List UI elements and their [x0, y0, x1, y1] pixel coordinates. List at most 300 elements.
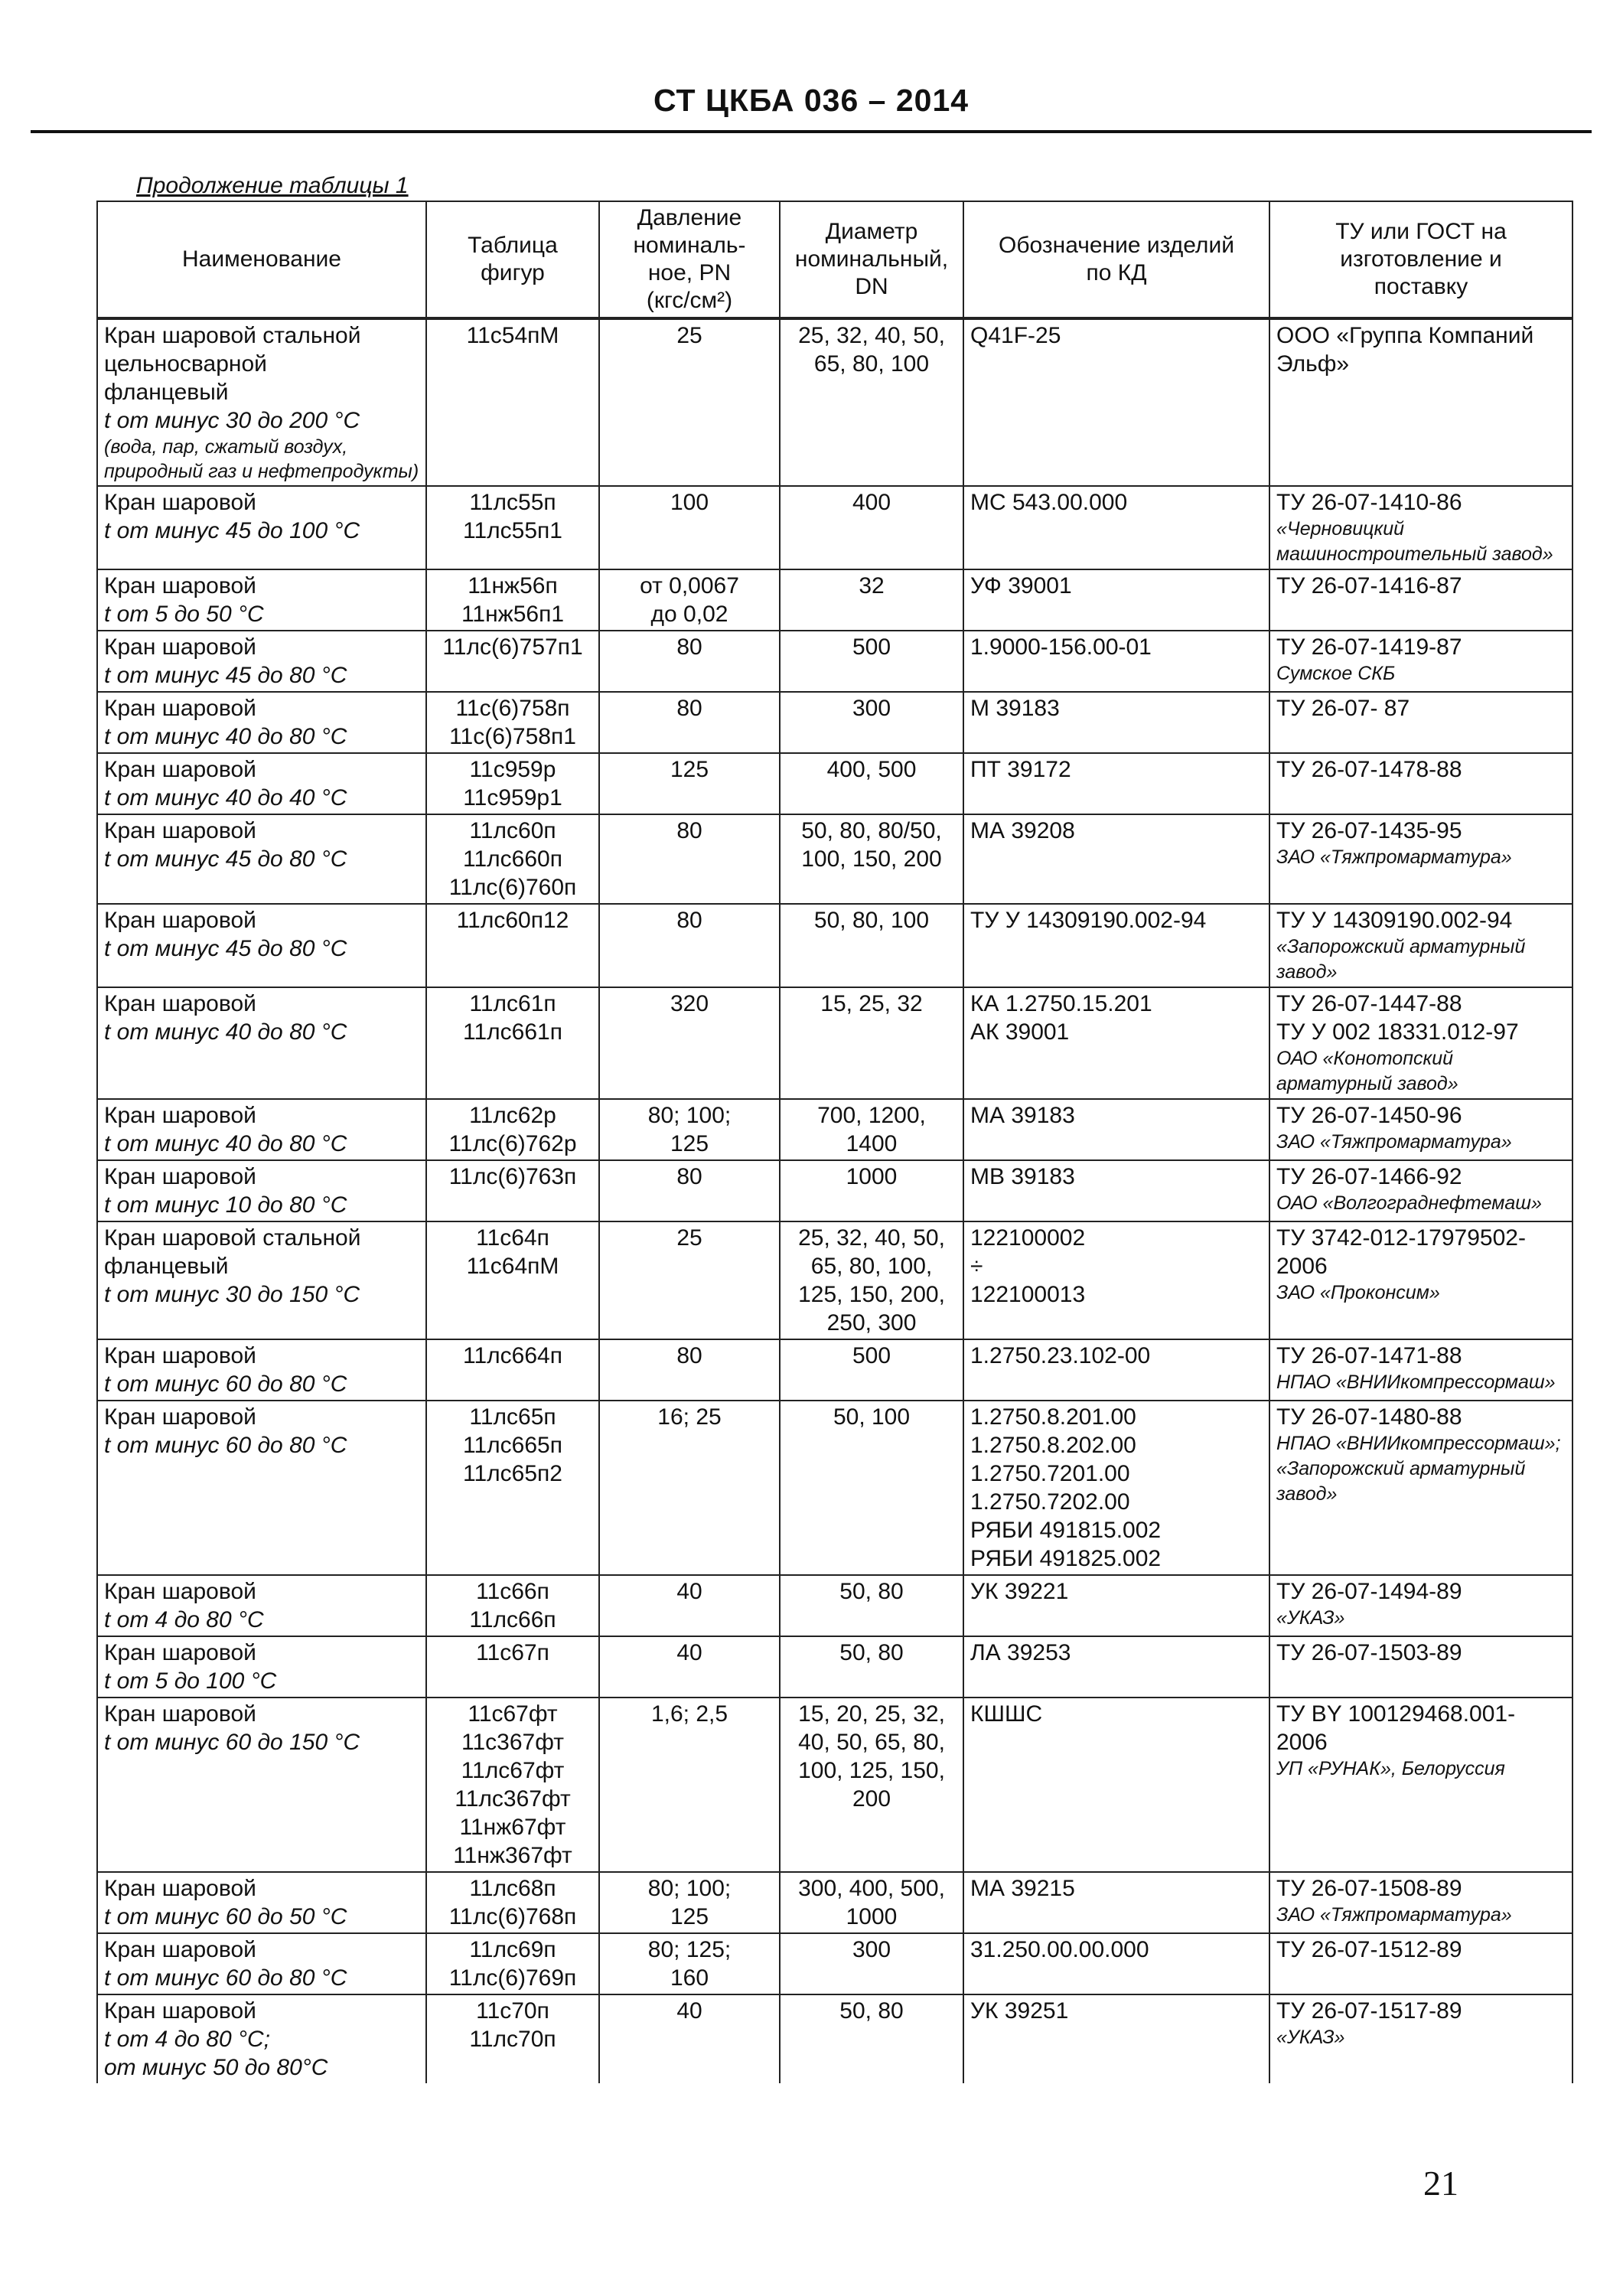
- cell-line: 11нж67фт: [459, 1815, 566, 1840]
- cell-tu: [1269, 904, 1572, 987]
- cell-line: 16; 25: [657, 1404, 722, 1430]
- table-row: [97, 569, 1572, 631]
- cell-line: ТУ или ГОСТ на: [1335, 219, 1507, 244]
- cell-line: t от минус 40 до 80 °С: [104, 724, 347, 749]
- cell-line: 320: [670, 991, 709, 1016]
- cell-pn: [599, 486, 780, 569]
- cell-tu: [1269, 1575, 1572, 1636]
- cell-figures: [426, 1160, 599, 1221]
- cell-line: t от минус 60 до 80 °С: [104, 1371, 347, 1397]
- cell-line: Наименование: [182, 246, 341, 272]
- cell-line: t от минус 60 до 150 °С: [104, 1730, 360, 1755]
- cell-dn: [780, 1099, 963, 1160]
- cell-name: [97, 1933, 426, 1994]
- cell-line: 11лс(6)760п: [448, 875, 577, 900]
- cell-line: 1.2750.23.102-00: [970, 1343, 1151, 1368]
- cell-line: ТУ 26-07-1480-88: [1276, 1404, 1462, 1430]
- cell-line: Кран шаровой: [104, 696, 256, 721]
- cell-line: 200: [852, 1786, 891, 1812]
- cell-tu: [1269, 1698, 1572, 1872]
- cell-line: КА 1.2750.15.201: [970, 991, 1152, 1016]
- cell-figures: [426, 1994, 599, 2083]
- cell-line: Кран шаровой: [104, 1579, 256, 1604]
- cell-line: М 39183: [970, 696, 1060, 721]
- cell-line: 100, 125, 150,: [798, 1758, 945, 1783]
- table-row: [97, 1872, 1572, 1933]
- cell-kd: [963, 987, 1269, 1099]
- header-name: [97, 201, 426, 318]
- cell-line: ТУ BY 100129468.001-: [1276, 1701, 1516, 1727]
- table-row: [97, 1994, 1572, 2083]
- cell-line: ТУ 3742-012-17979502-: [1276, 1225, 1526, 1251]
- table-row: [97, 1933, 1572, 1994]
- cell-line: 80: [676, 1343, 702, 1368]
- cell-line: Кран шаровой: [104, 1103, 256, 1128]
- cell-line: 80: [676, 696, 702, 721]
- cell-line: РЯБИ 491815.002: [970, 1518, 1162, 1543]
- cell-line: 300, 400, 500,: [798, 1876, 945, 1901]
- cell-tu: [1269, 1221, 1572, 1339]
- cell-line: КШШС: [970, 1701, 1043, 1727]
- table-row: [97, 692, 1572, 753]
- cell-dn: [780, 1160, 963, 1221]
- cell-line: ТУ 26-07-1410-86: [1276, 490, 1462, 515]
- cell-kd: [963, 1221, 1269, 1339]
- cell-line: (кгс/см²): [646, 288, 733, 313]
- cell-line: изготовление и: [1340, 246, 1502, 272]
- cell-line: Обозначение изделий: [999, 233, 1234, 258]
- cell-line: 80: [676, 908, 702, 933]
- cell-line: Кран шаровой: [104, 490, 256, 515]
- cell-line: 11лс68п: [469, 1876, 556, 1901]
- cell-line: 11лс665п: [463, 1433, 562, 1458]
- cell-name: [97, 1339, 426, 1401]
- cell-tu: [1269, 987, 1572, 1099]
- cell-line: 11с64пМ: [466, 1254, 559, 1279]
- cell-line: 11лс62р: [469, 1103, 556, 1128]
- cell-dn: [780, 753, 963, 814]
- cell-line: 80; 100;: [647, 1876, 732, 1901]
- cell-line: 25, 32, 40, 50,: [798, 1225, 945, 1251]
- cell-figures: [426, 692, 599, 753]
- cell-line: 80: [676, 1164, 702, 1189]
- cell-line: 1.9000-156.00-01: [970, 634, 1152, 660]
- cell-line: 50, 80: [839, 1640, 904, 1665]
- table-row: [97, 987, 1572, 1099]
- table-row: [97, 631, 1572, 692]
- cell-line: 40: [676, 1998, 702, 2024]
- cell-name: [97, 1160, 426, 1221]
- cell-line: Таблица: [468, 233, 558, 258]
- cell-line: 11лс70п: [469, 2027, 556, 2052]
- cell-kd: [963, 814, 1269, 904]
- cell-line: 31.250.00.00.000: [970, 1937, 1149, 1962]
- cell-dn: [780, 987, 963, 1099]
- cell-line: Кран шаровой: [104, 1876, 256, 1901]
- cell-line: Кран шаровой стальной: [104, 1225, 361, 1251]
- cell-line: 11с959р1: [463, 785, 562, 810]
- cell-line: 125: [670, 757, 709, 782]
- cell-line: ТУ У 002 18331.012-97: [1276, 1019, 1519, 1045]
- cell-name: [97, 1221, 426, 1339]
- cell-line: МА 39208: [970, 818, 1075, 843]
- cell-line: Кран шаровой стальной: [104, 323, 361, 348]
- cell-figures: [426, 631, 599, 692]
- cell-line: t от минус 45 до 80 °С: [104, 936, 347, 961]
- cell-line: 100, 150, 200: [801, 846, 942, 872]
- cell-name: [97, 987, 426, 1099]
- cell-kd: [963, 1099, 1269, 1160]
- cell-pn: [599, 1872, 780, 1933]
- cell-line: 1.2750.7201.00: [970, 1461, 1130, 1486]
- table-row: [97, 753, 1572, 814]
- cell-dn: [780, 569, 963, 631]
- cell-dn: [780, 1994, 963, 2083]
- cell-kd: [963, 1401, 1269, 1575]
- cell-line: 11с959р: [469, 757, 556, 782]
- cell-line: 11лс(6)768п: [448, 1904, 577, 1929]
- cell-line: 80: [676, 818, 702, 843]
- cell-tu: [1269, 1636, 1572, 1698]
- cell-pn: [599, 814, 780, 904]
- header-kd: [963, 201, 1269, 318]
- cell-kd: [963, 1636, 1269, 1698]
- cell-tu: [1269, 569, 1572, 631]
- cell-name: [97, 1401, 426, 1575]
- cell-name: [97, 814, 426, 904]
- cell-kd: [963, 1339, 1269, 1401]
- cell-name: [97, 1575, 426, 1636]
- cell-pn: [599, 1994, 780, 2083]
- cell-line: t от минус 60 до 80 °С: [104, 1965, 347, 1991]
- cell-line: Кран шаровой: [104, 908, 256, 933]
- table-row: [97, 1636, 1572, 1698]
- cell-line: 11с(6)758п1: [449, 724, 576, 749]
- cell-tu: [1269, 486, 1572, 569]
- cell-pn: [599, 1401, 780, 1575]
- cell-line: 500: [852, 634, 891, 660]
- cell-dn: [780, 1339, 963, 1401]
- manufacturer-note: НПАО «ВНИИкомпрессормаш»; «Запорожский арматурный завод»: [1276, 1433, 1561, 1505]
- cell-line: УФ 39001: [970, 573, 1072, 598]
- table-body: [97, 318, 1572, 2083]
- cell-line: 65, 80, 100,: [810, 1254, 933, 1279]
- cell-tu: [1269, 814, 1572, 904]
- cell-line: ООО «Группа Компаний: [1276, 323, 1534, 348]
- cell-line: номиналь-: [633, 233, 746, 258]
- cell-figures: [426, 904, 599, 987]
- manufacturer-note: ЗАО «Проконсим»: [1276, 1282, 1440, 1303]
- cell-line: 32: [859, 573, 885, 598]
- cell-line: 500: [852, 1343, 891, 1368]
- cell-line: Кран шаровой: [104, 1701, 256, 1727]
- header-figures: [426, 201, 599, 318]
- cell-line: 300: [852, 696, 891, 721]
- cell-line: 80: [676, 634, 702, 660]
- header-pn: [599, 201, 780, 318]
- cell-line: 11лс66п: [469, 1607, 556, 1632]
- cell-name: [97, 318, 426, 486]
- cell-figures: [426, 569, 599, 631]
- cell-dn: [780, 631, 963, 692]
- cell-line: 50, 100: [833, 1404, 911, 1430]
- cell-line: 11лс55п: [469, 490, 556, 515]
- cell-line: 1000: [846, 1904, 898, 1929]
- cell-pn: [599, 987, 780, 1099]
- document-header: СТ ЦКБА 036 – 2014: [653, 83, 970, 118]
- cell-kd: [963, 904, 1269, 987]
- cell-line: ное, PN: [647, 260, 732, 285]
- cell-line: 50, 80, 100: [813, 908, 930, 933]
- cell-line: ПТ 39172: [970, 757, 1071, 782]
- cell-line: 25: [676, 323, 702, 348]
- cell-line: 300: [852, 1937, 891, 1962]
- cell-line: ТУ 26-07- 87: [1276, 696, 1410, 721]
- cell-name: [97, 692, 426, 753]
- cell-line: t от минус 45 до 100 °С: [104, 518, 360, 543]
- cell-figures: [426, 1575, 599, 1636]
- cell-line: 25, 32, 40, 50,: [798, 323, 945, 348]
- cell-line: фланцевый: [104, 380, 229, 405]
- cell-line: 11с67фт: [468, 1701, 558, 1727]
- manufacturer-note: ОАО «Волгограднефтемаш»: [1276, 1192, 1542, 1214]
- cell-tu: [1269, 631, 1572, 692]
- cell-line: 11лс67фт: [461, 1758, 565, 1783]
- table-row: [97, 904, 1572, 987]
- table-row: [97, 486, 1572, 569]
- valves-table: [96, 201, 1573, 2083]
- cell-line: ТУ 26-07-1435-95: [1276, 818, 1462, 843]
- cell-line: 11лс65п2: [463, 1461, 562, 1486]
- cell-line: 11нж56п: [468, 573, 558, 598]
- cell-line: Кран шаровой: [104, 757, 256, 782]
- cell-line: 11нж56п1: [461, 602, 565, 627]
- cell-figures: [426, 1401, 599, 1575]
- cell-line: 11с367фт: [461, 1730, 564, 1755]
- cell-line: 11с67п: [476, 1640, 549, 1665]
- cell-pn: [599, 692, 780, 753]
- cell-line: по КД: [1086, 260, 1147, 285]
- cell-line: 11лс664п: [463, 1343, 562, 1368]
- cell-dn: [780, 1575, 963, 1636]
- cell-figures: [426, 1933, 599, 1994]
- cell-pn: [599, 1339, 780, 1401]
- cell-kd: [963, 692, 1269, 753]
- cell-line: Давление: [637, 205, 742, 230]
- cell-line: 50, 80: [839, 1998, 904, 2024]
- cell-dn: [780, 1221, 963, 1339]
- cell-line: 2006: [1276, 1254, 1328, 1279]
- cell-kd: [963, 486, 1269, 569]
- cell-line: 400, 500: [826, 757, 917, 782]
- cell-line: 160: [670, 1965, 709, 1991]
- cell-tu: [1269, 1339, 1572, 1401]
- cell-figures: [426, 1099, 599, 1160]
- cell-tu: [1269, 1872, 1572, 1933]
- cell-line: t от минус 30 до 200 °С: [104, 408, 360, 433]
- cell-line: Кран шаровой: [104, 1998, 256, 2024]
- cell-line: ТУ У 14309190.002-94: [970, 908, 1207, 933]
- cell-line: до 0,02: [650, 602, 728, 627]
- cell-name: [97, 1099, 426, 1160]
- cell-line: 2006: [1276, 1730, 1328, 1755]
- cell-kd: [963, 1160, 1269, 1221]
- cell-pn: [599, 1698, 780, 1872]
- cell-line: 11лс65п: [469, 1404, 556, 1430]
- cell-line: ЛА 39253: [970, 1640, 1071, 1665]
- cell-line: 25: [676, 1225, 702, 1251]
- cell-line: 11с70п: [476, 1998, 549, 2024]
- cell-line: Кран шаровой: [104, 818, 256, 843]
- cell-line: t от 4 до 80 °С;: [104, 2027, 271, 2052]
- cell-line: 11лс(6)762р: [448, 1131, 577, 1156]
- cell-line: 1.2750.8.201.00: [970, 1404, 1136, 1430]
- cell-name: [97, 1698, 426, 1872]
- cell-line: Кран шаровой: [104, 634, 256, 660]
- cell-tu: [1269, 1933, 1572, 1994]
- table-row: [97, 1698, 1572, 1872]
- cell-pn: [599, 753, 780, 814]
- cell-line: 40, 50, 65, 80,: [798, 1730, 945, 1755]
- cell-pn: [599, 904, 780, 987]
- cell-line: 11с(6)758п: [455, 696, 570, 721]
- cell-line: 15, 25, 32: [820, 991, 923, 1016]
- cell-tu: [1269, 1160, 1572, 1221]
- manufacturer-note: ЗАО «Тяжпромарматура»: [1276, 846, 1512, 868]
- cell-line: ТУ 26-07-1466-92: [1276, 1164, 1462, 1189]
- table-continuation-label: Продолжение таблицы 1: [136, 173, 409, 198]
- header-dn: [780, 201, 963, 318]
- cell-name: [97, 904, 426, 987]
- table-row: [97, 814, 1572, 904]
- cell-dn: [780, 1698, 963, 1872]
- cell-pn: [599, 318, 780, 486]
- cell-tu: [1269, 1401, 1572, 1575]
- cell-kd: [963, 1933, 1269, 1994]
- cell-line: 11с66п: [476, 1579, 549, 1604]
- cell-line: DN: [855, 274, 888, 299]
- cell-line: 50, 80: [839, 1579, 904, 1604]
- cell-line: 11лс69п: [469, 1937, 556, 1962]
- cell-line: ТУ 26-07-1416-87: [1276, 573, 1462, 598]
- header-rule: [31, 130, 1592, 133]
- cell-line: ТУ 26-07-1447-88: [1276, 991, 1462, 1016]
- cell-line: 100: [670, 490, 709, 515]
- cell-pn: [599, 1575, 780, 1636]
- cell-line: ТУ 26-07-1419-87: [1276, 634, 1462, 660]
- cell-line: ТУ 26-07-1471-88: [1276, 1343, 1462, 1368]
- cell-line: 11лс61п: [469, 991, 556, 1016]
- cell-figures: [426, 1698, 599, 1872]
- cell-name: [97, 1872, 426, 1933]
- table-row: [97, 1575, 1572, 1636]
- cell-line: 125: [670, 1131, 709, 1156]
- table-row: [97, 1160, 1572, 1221]
- cell-tu: [1269, 692, 1572, 753]
- cell-line: ТУ 26-07-1517-89: [1276, 1998, 1462, 2024]
- cell-tu: [1269, 1099, 1572, 1160]
- cell-pn: [599, 569, 780, 631]
- cell-line: 11с64п: [476, 1225, 549, 1251]
- cell-line: РЯБИ 491825.002: [970, 1546, 1162, 1571]
- cell-line: 11нж367фт: [453, 1843, 572, 1868]
- cell-line: 11лс367фт: [455, 1786, 571, 1812]
- cell-line: t от минус 40 до 40 °С: [104, 785, 347, 810]
- cell-line: ÷: [970, 1254, 983, 1279]
- cell-line: фигур: [481, 260, 545, 285]
- cell-pn: [599, 1099, 780, 1160]
- manufacturer-note: «Черновицкий машиностроительный завод»: [1276, 518, 1553, 565]
- cell-line: 15, 20, 25, 32,: [798, 1701, 945, 1727]
- cell-line: 11лс(6)757п1: [442, 634, 583, 660]
- cell-line: t от 5 до 50 °С: [104, 602, 264, 627]
- cell-name: [97, 1994, 426, 2083]
- cell-tu: [1269, 318, 1572, 486]
- cell-pn: [599, 631, 780, 692]
- cell-line: ТУ 26-07-1503-89: [1276, 1640, 1462, 1665]
- cell-line: УК 39251: [970, 1998, 1069, 2024]
- cell-line: t от минус 30 до 150 °С: [104, 1282, 360, 1307]
- cell-line: МА 39215: [970, 1876, 1075, 1901]
- table-row: [97, 1221, 1572, 1339]
- cell-line: 11с54пМ: [466, 323, 559, 348]
- cell-dn: [780, 1872, 963, 1933]
- cell-line: t от минус 60 до 50 °С: [104, 1904, 347, 1929]
- cell-line: Кран шаровой: [104, 573, 256, 598]
- cell-kd: [963, 631, 1269, 692]
- cell-line: ТУ У 14309190.002-94: [1276, 908, 1513, 933]
- cell-line: ТУ 26-07-1494-89: [1276, 1579, 1462, 1604]
- cell-figures: [426, 1339, 599, 1401]
- cell-line: 250, 300: [826, 1310, 917, 1336]
- cell-line: t от минус 40 до 80 °С: [104, 1019, 347, 1045]
- cell-line: ТУ 26-07-1478-88: [1276, 757, 1462, 782]
- cell-line: Эльф»: [1276, 351, 1350, 377]
- cell-line: t от минус 10 до 80 °С: [104, 1192, 347, 1218]
- manufacturer-note: ОАО «Конотопский арматурный завод»: [1276, 1048, 1458, 1094]
- cell-kd: [963, 1872, 1269, 1933]
- cell-line: 1,6; 2,5: [650, 1701, 728, 1727]
- cell-line: номинальный,: [794, 246, 949, 272]
- cell-figures: [426, 486, 599, 569]
- cell-pn: [599, 1636, 780, 1698]
- table-row: [97, 1401, 1572, 1575]
- cell-name: [97, 486, 426, 569]
- cell-line: АК 39001: [970, 1019, 1070, 1045]
- cell-line: t от 5 до 100 °С: [104, 1668, 277, 1694]
- cell-line: МВ 39183: [970, 1164, 1075, 1189]
- manufacturer-note: ЗАО «Тяжпромарматура»: [1276, 1904, 1512, 1926]
- cell-line: 125: [670, 1904, 709, 1929]
- cell-line: 1000: [846, 1164, 898, 1189]
- table-header-row: [97, 201, 1572, 318]
- cell-pn: [599, 1221, 780, 1339]
- cell-dn: [780, 1401, 963, 1575]
- table-row: [97, 1339, 1572, 1401]
- cell-line: 122100013: [970, 1282, 1086, 1307]
- cell-figures: [426, 318, 599, 486]
- cell-figures: [426, 1221, 599, 1339]
- cell-line: Диаметр: [825, 219, 918, 244]
- cell-line: 11лс660п: [463, 846, 562, 872]
- cell-line: 65, 80, 100: [813, 351, 930, 377]
- cell-line: 80; 125;: [647, 1937, 732, 1962]
- cell-line: ТУ 26-07-1450-96: [1276, 1103, 1462, 1128]
- table-row: [97, 1099, 1572, 1160]
- cell-line: 50, 80, 80/50,: [801, 818, 942, 843]
- cell-line: МС 543.00.000: [970, 490, 1128, 515]
- cell-line: ТУ 26-07-1508-89: [1276, 1876, 1462, 1901]
